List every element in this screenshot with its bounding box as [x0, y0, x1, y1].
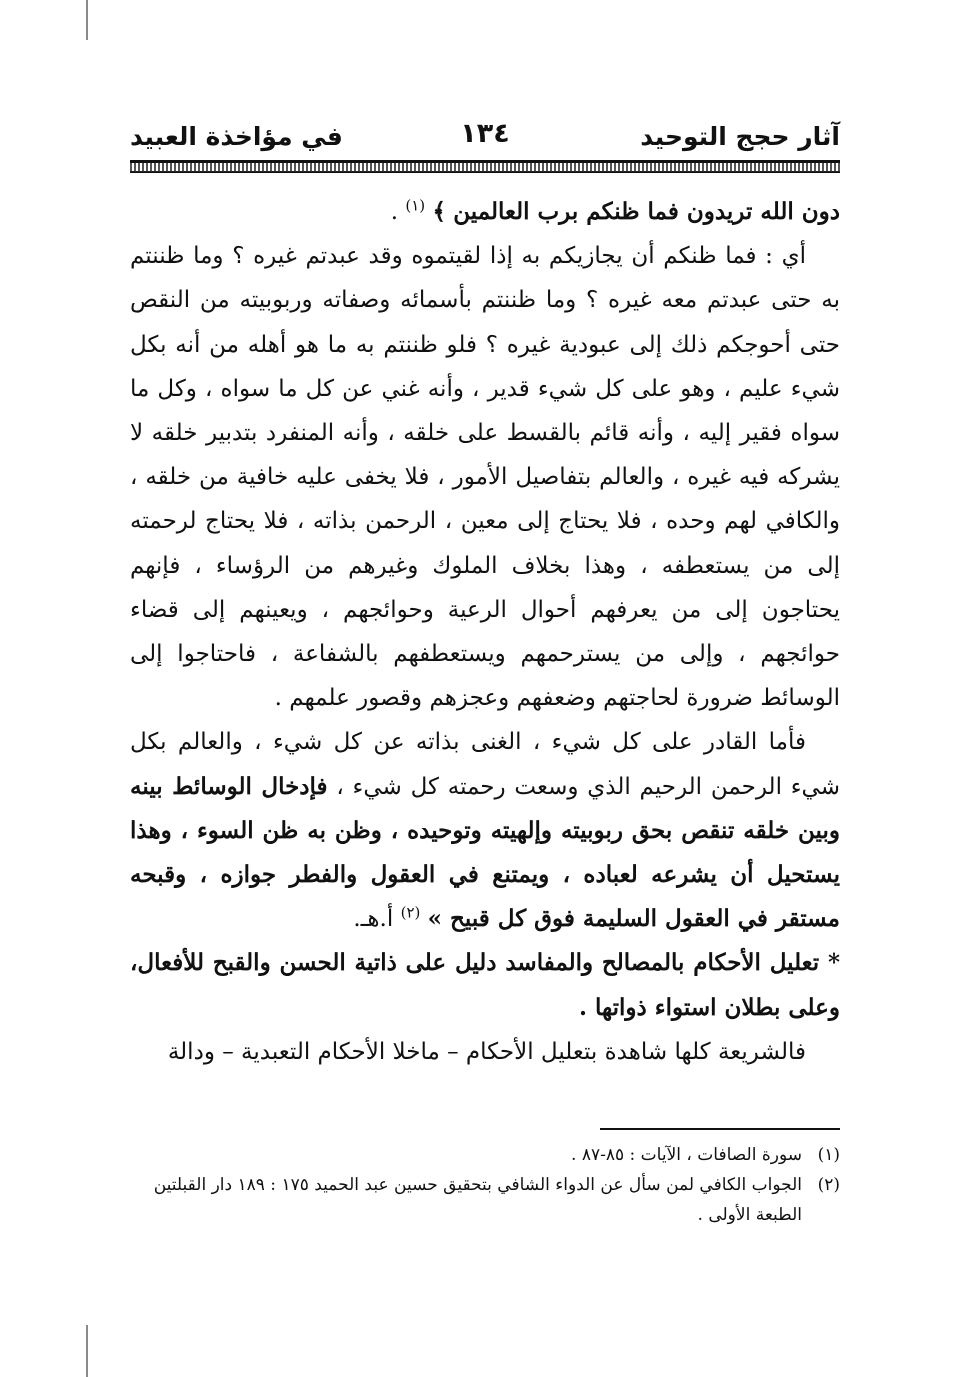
running-header [130, 116, 840, 160]
header-rule-thin [130, 171, 840, 172]
section-heading: * تعليل الأحكام بالمصالح والمفاسد دليل على ذاتية الحسن والقبح للأفعال، وعلى بطلان استواء ذواتها . [130, 949, 840, 1021]
footnote-ref-2: (٢) [400, 903, 421, 922]
verse-period: . [390, 199, 399, 225]
footnote-text: سورة الصافات ، الآيات : ٨٥-٨٧ . [571, 1145, 802, 1165]
footnote-text: الجواب الكافي لمن سأل عن الدواء الشافي بتحقيق حسين عبد الحميد ١٧٥ : ١٨٩ دار القبلتين الطبعة الأولى . [153, 1175, 802, 1225]
quote-normal-text: فأما القادر على كل شيء ، الغنى بذاته عن كل شيء ، والعالم بكل شيء الرحمن الرحيم الذي وسعت رحمته كل شيء ، [130, 729, 840, 800]
quote-end-abbrev: أ.هـ. [353, 906, 394, 933]
footnote-number: (١) [817, 1145, 840, 1165]
verse-close-bracket: ﴾ [432, 198, 446, 225]
footnote-ref-1: (١) [405, 196, 426, 215]
page-number: ١٣٤ [460, 118, 510, 149]
quote-paragraph [130, 720, 840, 941]
verse-text: دون الله تريدون فما ظنكم برب العالمين [453, 198, 840, 225]
binding-line-top [86, 0, 88, 40]
footnote-1 [130, 1140, 840, 1170]
header-book-subtitle: في مؤاخذة العبيد [130, 122, 343, 151]
footnotes [130, 1140, 840, 1230]
main-text [130, 190, 840, 1074]
footnote-separator [600, 1128, 840, 1130]
explanation-paragraph: أي : فما ظنكم أن يجازيكم به إذا لقيتموه وقد عبدتم غيره ؟ وما ظننتم به حتى عبدتم معه غيره ؟ وما ظننتم بأسمائه وصفاته وربوبيته من النقص حتى أحوجكم ذلك إلى عبودية غيره ؟ فلو ظننتم به ما هو أهله من أنه بكل شيء عليم ، وهو على كل شيء قدير ، وأنه غني عن كل ما سواه ، وكل ما سواه فقير إليه ، وأنه قائم بالقسط على خلقه ، وأنه المنفرد بتدبير خلقه لا يشركه فيه غيره ، والعالم بتفاصيل الأمور ، فلا يخفى عليه خافية من خلقه ، والكافي لهم وحده ، فلا يحتاج إلى معين ، الرحمن بذاته ، فلا يحتاج لرحمته إلى من يستعطفه ، وهذا بخلاف الملوك وغيرهم من الرؤساء ، فإنهم يحتاجون إلى من يعرفهم أحوال الرعية وحوائجهم ، ويعينهم إلى قضاء حوائجهم ، وإلى من يسترحمهم ويستعطفهم بالشفاعة ، فاحتاجوا إلى الوسائط ضرورة لحاجتهم وضعفهم وعجزهم وقصور علمهم . [130, 243, 840, 712]
sharia-paragraph: فالشريعة كلها شاهدة بتعليل الأحكام – ماخلا الأحكام التعبدية – ودالة [167, 1038, 806, 1065]
footnote-number: (٢) [817, 1175, 840, 1195]
binding-line-bottom [86, 1325, 88, 1377]
header-book-title: آثار حجج التوحيد [640, 122, 840, 151]
quran-verse-end [130, 190, 840, 234]
footnote-2 [130, 1170, 840, 1230]
quote-bold-text: فإدخال الوسائط بينه وبين خلقه تنقص بحق ربوبيته وإلهيته وتوحيده ، وظن به ظن السوء ، وهذا يستحيل أن يشرعه لعباده ، ويمتنع في العقول والفطر جوازه ، وقبحه مستقر في العقول السليمة فوق كل قبيح » [130, 772, 840, 933]
